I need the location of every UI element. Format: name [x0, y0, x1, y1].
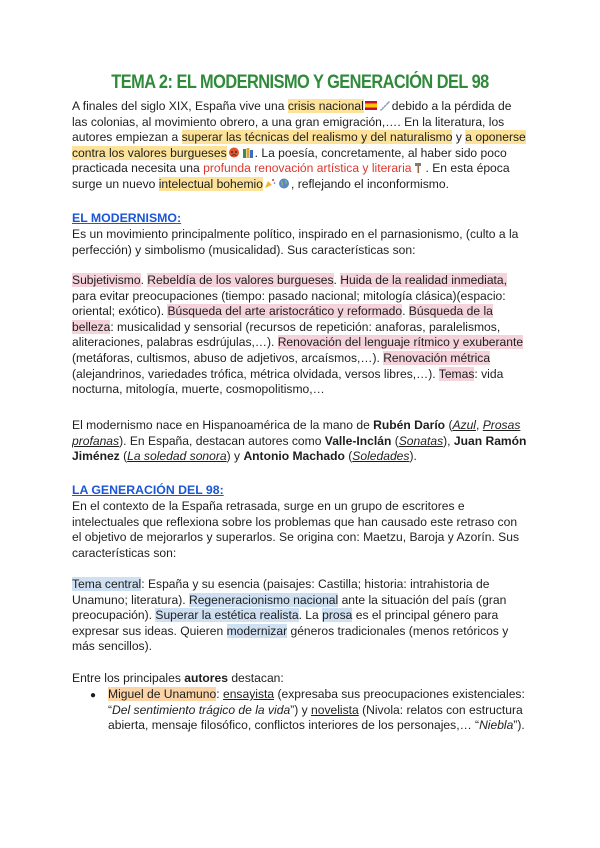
text: características son:: [72, 545, 177, 560]
modernismo-autores: [72, 418, 532, 465]
text: para evitar preocupaciones (tiempo: pasado nacional; mitología clásica)(espacio:: [72, 288, 506, 303]
generacion-intro: [72, 499, 532, 561]
work-profanas: profanas: [72, 433, 120, 448]
generacion-autores-intro: [72, 671, 532, 687]
author-juan-ramon: Juan Ramón: [453, 433, 527, 448]
text: Entre los principales: [72, 671, 185, 685]
highlight-regeneracionismo: Regeneracionismo nacional: [188, 592, 339, 607]
highlight-bohemio: intelectual bohemio: [158, 176, 263, 191]
text: ) y: [226, 449, 244, 464]
text: Es un movimiento principalmente político, inspirado en el parnasionismo, (culto a la: [72, 227, 519, 241]
author-antonio-machado: Antonio Machado: [243, 449, 345, 464]
bullet-icon: ●: [90, 690, 97, 701]
text: ”).: [513, 718, 525, 733]
text: practicada necesita una: [72, 161, 204, 176]
work-soledad-sonora: La soledad sonora: [127, 449, 227, 464]
text: En el contexto de la España retrasada, surge en un grupo de escritores e: [72, 499, 465, 513]
text: , reflejando el inconformismo.: [290, 176, 449, 191]
autores-bold: autores: [184, 671, 228, 685]
text: (: [344, 449, 353, 464]
text: destacan:: [227, 671, 284, 685]
text: (Nivola: relatos con estructura: [358, 702, 523, 717]
highlight-busqueda-arte: Búsqueda del arte aristocrático y reformado: [167, 304, 403, 319]
text: (metáforas, cultismos, abuso de adjetivos, arcaísmos,…).: [72, 350, 384, 365]
text: abierta, mensaje filosófico, conflictos interiores de los personajes,… “: [108, 718, 480, 733]
text: es el principal género para: [352, 608, 499, 623]
angry-face-icon: [228, 147, 240, 158]
text: (expresaba sus preocupaciones existenciales:: [274, 687, 525, 701]
list-item-unamuno: [108, 687, 540, 734]
text: debido a la pérdida de: [391, 99, 512, 113]
text: (: [391, 433, 399, 448]
text: expresar sus ideas. Quieren: [72, 623, 227, 638]
text: El modernismo nace en Hispanoamérica de la mano de: [72, 418, 374, 432]
heading-modernismo: EL MODERNISMO:: [72, 211, 182, 225]
text: intelectuales que reflexiona sobre los problemas que han causado este retraso con: [72, 514, 518, 529]
text: . La: [298, 608, 323, 623]
ensayista-underline: ensayista: [222, 687, 275, 701]
highlight-superar-estetica: Superar la estética realista: [155, 608, 299, 623]
text: nocturna, mitología, muerte, cosmopolitismo,…: [72, 382, 325, 397]
work-sentimiento-tragico: Del sentimiento trágico de la vida: [112, 702, 291, 717]
text: aliteraciones, palabras esdrújulas,…).: [72, 335, 278, 350]
work-soledades: Soledades: [352, 449, 410, 464]
modernismo-intro: [72, 227, 532, 258]
highlight-renovacion-red: profunda renovación artística y literaria: [203, 161, 412, 176]
text: Unamuno; literatura).: [72, 592, 189, 607]
text: : musicalidad y sensorial (recursos de repetición: anaforas, paralelismos,: [110, 319, 501, 334]
text: ). En España, destacan autores como: [119, 433, 325, 448]
highlight-rebeldia: Rebeldía de los valores burgueses: [147, 273, 334, 287]
text: : España y su esencia (paisajes: Castilla; historia: intrahistoria de: [141, 577, 490, 591]
hammer-icon: [413, 162, 425, 173]
generacion-caracteristicas: [72, 577, 532, 655]
highlight-oponerse: a oponerse: [465, 130, 526, 145]
highlight-modernizar: modernizar: [226, 623, 288, 638]
highlight-belleza: belleza: [72, 319, 111, 334]
text: surge un nuevo: [72, 176, 159, 191]
highlight-unamuno: Miguel de Unamuno: [108, 687, 217, 701]
text: ),: [443, 433, 454, 448]
text: (: [119, 449, 128, 464]
highlight-temas: Temas: [438, 366, 475, 381]
text: . La poesía, concretamente, al haber sido poco: [254, 145, 507, 160]
heading-generacion-98: LA GENERACIÓN DEL 98:: [72, 483, 224, 497]
highlight-valores: contra los valores burgueses: [72, 145, 227, 160]
text: oriental; exótico).: [72, 304, 168, 319]
highlight-huida: Huida de la realidad inmediata,: [340, 273, 507, 287]
author-jimenez: Jiménez: [72, 449, 120, 464]
text: A finales del siglo XIX, España vive una: [72, 99, 288, 113]
text: más sencillos).: [72, 639, 152, 654]
text: y: [452, 130, 466, 145]
text: .: [140, 273, 148, 287]
text: ,: [476, 418, 483, 432]
author-ruben-dario: Rubén Darío: [373, 418, 446, 432]
text: perfección) y simbolismo (musicalidad). Sus características son:: [72, 242, 416, 257]
highlight-busqueda-belleza: Búsqueda de la: [408, 304, 493, 319]
text: .: [333, 273, 341, 287]
work-sonatas: Sonatas: [398, 433, 444, 448]
party-icon: [264, 178, 276, 189]
highlight-subjetivismo: Subjetivismo: [72, 273, 141, 287]
text: .: [402, 304, 409, 319]
ruler-icon: [379, 100, 391, 111]
books-icon: [242, 147, 254, 158]
work-niebla: Niebla: [479, 718, 514, 733]
page-title: TEMA 2: EL MODERNISMO Y GENERACIÓN DEL 98: [111, 72, 489, 93]
highlight-crisis: crisis nacional: [287, 99, 364, 113]
text: las colonias, al movimiento obrero, a una gran emigración,…. En la literatura, los: [72, 114, 505, 129]
text: preocupación).: [72, 608, 156, 623]
text: “: [108, 702, 113, 717]
text: el objetivo de mejorarlos y superarlos. Se origina con: Maetzu, Baroja y Azorín. Sus: [72, 530, 520, 545]
highlight-renovacion-metrica: Renovación métrica: [383, 350, 491, 365]
text: :: [216, 687, 223, 701]
highlight-renovacion-lenguaje: Renovación del lenguaje rítmico y exuberante: [277, 335, 524, 350]
intro-paragraph: [72, 99, 532, 193]
text: ante la situación del país (gran: [338, 592, 507, 607]
modernismo-caracteristicas: [72, 273, 532, 398]
globe-icon: [278, 178, 290, 189]
novelista-underline: novelista: [311, 702, 359, 717]
work-prosas: Prosas: [482, 418, 521, 432]
text: (: [445, 418, 453, 432]
text: : vida: [474, 366, 504, 381]
text: (alejandrinos, variedades trófica, métrica olvidada, versos libres,…).: [72, 366, 439, 381]
text: ”) y: [290, 702, 312, 717]
highlight-tema-central: Tema central: [72, 577, 142, 591]
text: . En esta época: [425, 161, 510, 176]
text: ).: [409, 449, 417, 464]
author-valle-inclan: Valle-Inclán: [324, 433, 392, 448]
text: autores empiezan a: [72, 130, 182, 145]
highlight-superar: superar las técnicas del realismo y del naturalismo: [181, 130, 453, 145]
highlight-prosa: prosa: [322, 608, 353, 623]
work-azul: Azul: [452, 418, 476, 432]
text: géneros tradicionales (menos retóricos y: [287, 623, 509, 638]
spain-flag-icon: [365, 100, 377, 111]
